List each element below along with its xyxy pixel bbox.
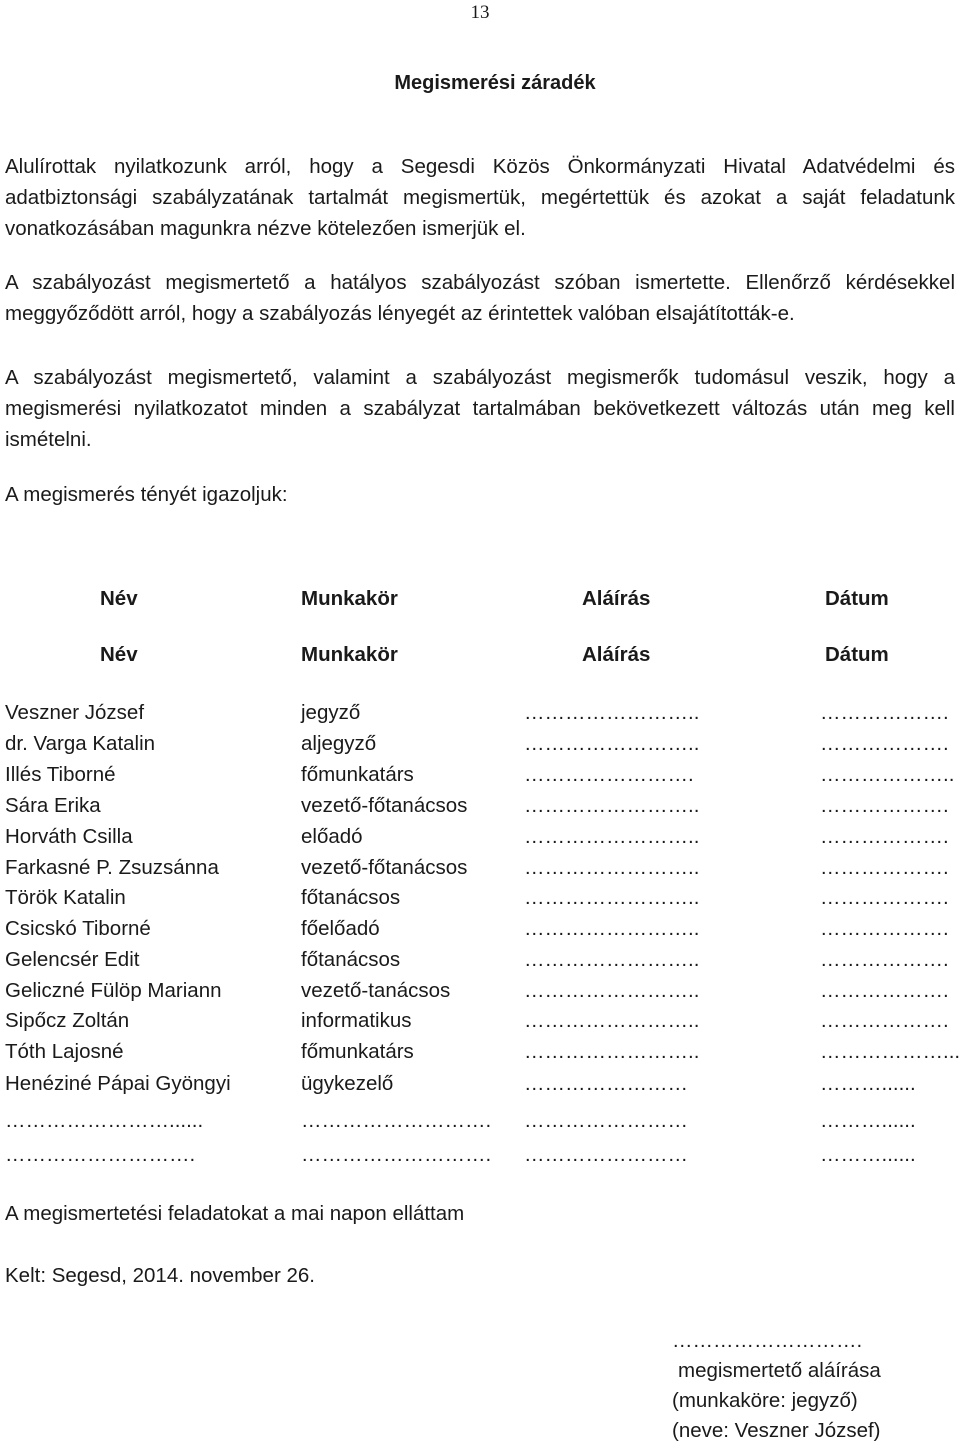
row-date: ………………. <box>820 794 949 817</box>
table-row <box>0 763 960 794</box>
row-name: ………………………. <box>5 1143 196 1166</box>
intro-paragraph: Alulírottak nyilatkozunk arról, hogy a Segesdi Közös Önkormányzati Hivatal Adatvédelmi és adatbiztonsági szabályzatának tartalmát megismertük, megértettük és azokat a saját feladatunk vonatkozásában magunkra nézve kötelezően ismerjük el. <box>5 155 955 240</box>
header-signature: Aláírás <box>582 643 651 666</box>
row-date: ………………. <box>820 886 949 909</box>
table-row <box>0 794 960 825</box>
confirm-paragraph: A megismerés tényét igazoljuk: <box>5 483 288 506</box>
row-signature: ……………………. <box>524 763 694 786</box>
row-name: Török Katalin <box>5 886 126 909</box>
signer-name: (neve: Veszner József) <box>672 1419 881 1442</box>
row-date: ………………. <box>820 917 949 940</box>
page-number: 13 <box>470 2 490 23</box>
signer-role: (munkaköre: jegyző) <box>672 1389 858 1412</box>
closing-statement: A megismertetési feladatokat a mai napon elláttam <box>5 1202 465 1225</box>
row-name: Veszner József <box>5 701 145 724</box>
row-job: ………………………. <box>301 1143 492 1166</box>
row-signature: …………………….. <box>524 917 700 940</box>
row-name: Tóth Lajosné <box>5 1040 124 1063</box>
signature-line: ………………………. <box>672 1329 863 1352</box>
table-row <box>0 886 960 917</box>
table-row <box>0 856 960 887</box>
row-job: főtanácsos <box>301 948 401 971</box>
row-job: informatikus <box>301 1009 412 1032</box>
row-date: ………………. <box>820 825 949 848</box>
header-name: Név <box>100 587 138 610</box>
row-signature: …………………….. <box>524 701 700 724</box>
table-row <box>0 1072 960 1103</box>
header-name: Név <box>100 643 138 666</box>
row-job: ügykezelő <box>301 1072 394 1095</box>
row-signature: …………………….. <box>524 1040 700 1063</box>
row-name: Geliczné Fülöp Mariann <box>5 979 222 1002</box>
row-signature: …………………… <box>524 1109 688 1132</box>
header-job: Munkakör <box>301 587 398 610</box>
row-name: Illés Tiborné <box>5 763 116 786</box>
table-row <box>0 701 960 732</box>
row-name: Henéziné Pápai Gyöngyi <box>5 1072 231 1095</box>
row-name: Horváth Csilla <box>5 825 133 848</box>
row-signature: …………………….. <box>524 732 700 755</box>
row-job: ………………………. <box>301 1109 492 1132</box>
signature-caption: megismertető aláírása <box>678 1359 881 1382</box>
row-date: ………………. <box>820 732 949 755</box>
row-date: ………...... <box>820 1109 916 1132</box>
row-date: ………………. <box>820 856 949 879</box>
row-name: Farkasné P. Zsuzsánna <box>5 856 219 879</box>
row-date: ………...... <box>820 1072 916 1095</box>
row-date: ………………. <box>820 1009 949 1032</box>
page-title: Megismerési záradék <box>394 72 596 94</box>
row-job: főmunkatárs <box>301 1040 414 1063</box>
table-row <box>0 948 960 979</box>
header-date: Dátum <box>825 643 889 666</box>
row-job: főelőadó <box>301 917 380 940</box>
row-date: ………………. <box>820 979 949 1002</box>
row-date: ……………….. <box>820 763 955 786</box>
row-signature: …………………… <box>524 1143 688 1166</box>
row-date: ………………. <box>820 948 949 971</box>
row-name: Csicskó Tiborné <box>5 917 151 940</box>
table-row <box>0 917 960 948</box>
row-name: Gelencsér Edit <box>5 948 140 971</box>
row-signature: …………………….. <box>524 1009 700 1032</box>
table-row <box>0 732 960 763</box>
row-job: vezető-főtanácsos <box>301 794 468 817</box>
row-job: főmunkatárs <box>301 763 414 786</box>
row-signature: …………………….. <box>524 979 700 1002</box>
row-date: ………………. <box>820 701 949 724</box>
row-signature: …………………….. <box>524 825 700 848</box>
row-job: aljegyző <box>301 732 377 755</box>
table-row <box>0 1109 960 1140</box>
row-signature: …………………….. <box>524 794 700 817</box>
table-row <box>0 1143 960 1174</box>
row-signature: …………………….. <box>524 856 700 879</box>
row-date: ………………... <box>820 1040 960 1063</box>
row-signature: …………………… <box>524 1072 688 1095</box>
row-signature: …………………….. <box>524 948 700 971</box>
place-date: Kelt: Segesd, 2014. november 26. <box>5 1264 315 1287</box>
row-name: Sipőcz Zoltán <box>5 1009 130 1032</box>
row-job: főtanácsos <box>301 886 401 909</box>
row-signature: …………………….. <box>524 886 700 909</box>
header-date: Dátum <box>825 587 889 610</box>
header-signature: Aláírás <box>582 587 651 610</box>
header-job: Munkakör <box>301 643 398 666</box>
row-name: ……………………...... <box>5 1109 204 1132</box>
table-row <box>0 1009 960 1040</box>
row-name: dr. Varga Katalin <box>5 732 156 755</box>
table-row <box>0 1040 960 1071</box>
row-job: vezető-tanácsos <box>301 979 451 1002</box>
repeat-paragraph: A szabályozást megismertető, valamint a szabályozást megismerők tudomásul veszik, hogy a megismerési nyilatkozatot minden a szabályzat tartalmában bekövetkezett változás után meg kell ismételni. <box>5 366 955 451</box>
row-job: jegyző <box>301 701 361 724</box>
signature-block <box>672 1326 881 1446</box>
row-date: ………...... <box>820 1143 916 1166</box>
row-job: vezető-főtanácsos <box>301 856 468 879</box>
table-row <box>0 979 960 1010</box>
row-job: előadó <box>301 825 363 848</box>
row-name: Sára Erika <box>5 794 101 817</box>
method-paragraph: A szabályozást megismertető a hatályos szabályozást szóban ismertette. Ellenőrző kérdésekkel meggyőződött arról, hogy a szabályozás lényegét az érintettek valóban elsajátították-e. <box>5 271 955 325</box>
table-row <box>0 825 960 856</box>
